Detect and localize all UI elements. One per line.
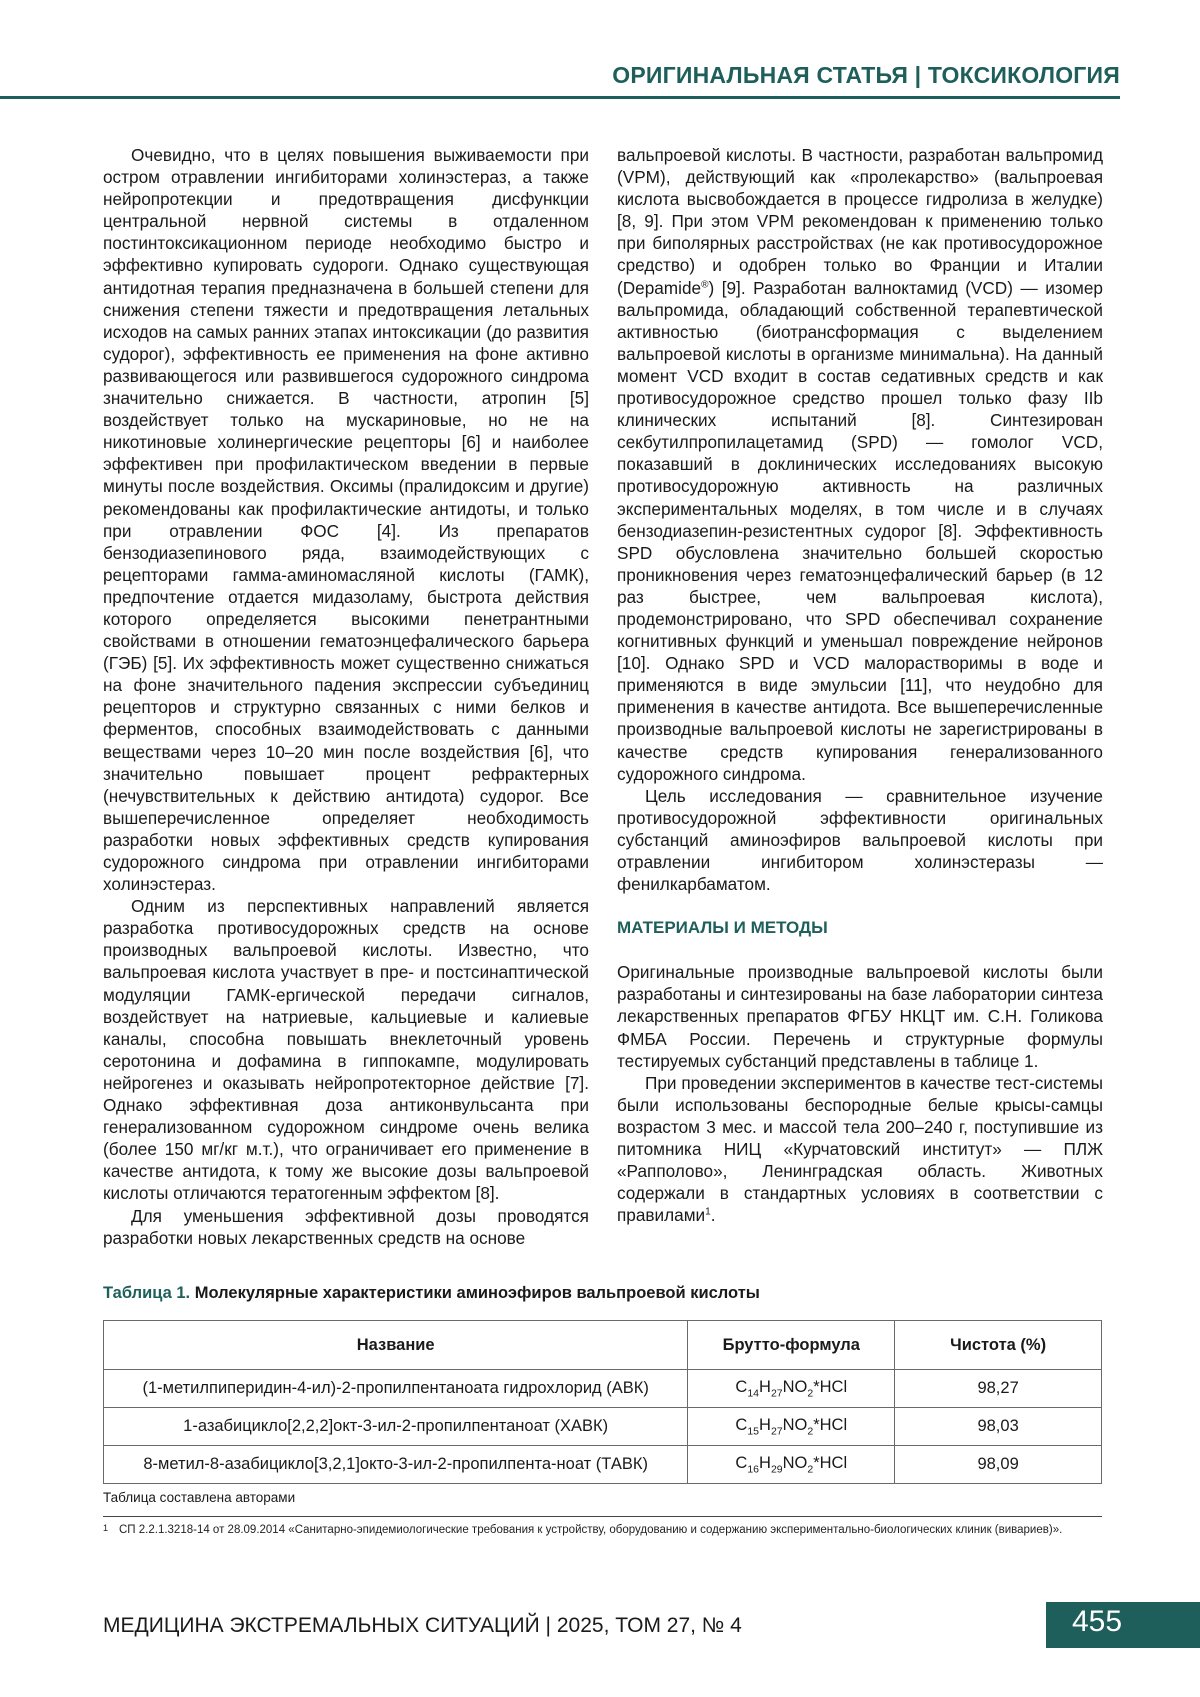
paragraph-text: ) [9]. Разработан валноктамид (VCD) — изомер вальпромида, обладающий собственной терапевтической активностью (биотрансформация с выделением вальпроевой кислоты в организме минимальна). На данный момент VCD входит в состав седативных средств и как противосудорожное средство прошел только фазу IIb клинических испытаний [8]. Синтезирован секбутилпропилацетамид (SPD) — гомолог VCD, показавший в доклинических исследованиях высокую противосудорожную активность на различных экспериментальных моделях, в том числе и в случаях бензодиазепин-резистентных судорог [8]. Эффективность SPD обусловлена значительно большей скоростью проникновения через гематоэнцефалический барьер (в 12 раз быстрее, чем вальпроевая кислота), продемонстрировано, что SPD обеспечивал сохранение когнитивных функций и уменьшал повреждение нейронов [10]. Однако SPD и VCD малорастворимы в воде и применяются в виде эмульсии [11], что неудобно для применения в качестве антидота. Все вышеперечисленные производные вальпроевой кислоты не зарегистрированы в качестве средств купирования генерализованного судорожного синдрома. xyxy=(617,277,1103,784)
footnote-text: СП 2.2.1.3218-14 от 28.09.2014 «Санитарно-эпидемиологические требования к устройству, оборудованию и содержанию экспериментально-биологических клиник (вивариев)». xyxy=(119,1524,1063,1536)
molecular-formula xyxy=(688,1370,895,1408)
formula-part: *HCl xyxy=(813,1453,848,1472)
formula-part: C xyxy=(735,1453,748,1472)
page-number: 455 xyxy=(1072,1605,1123,1638)
paragraph: Одним из перспективных направлений является разработка противосудорожных средств на основе производных вальпроевой кислоты. Известно, что вальпроевая кислота участвует в пре- и постсинаптической модуляции ГАМК-ергической передачи сигналов, воздействует на натриевые, кальциевые и калиевые каналы, способна повышать внеклеточный уровень серотонина и дофамина в гиппокампе, модулировать нейрогенез и оказывать нейропротекторное действие [7]. Однако эффективная доза антиконвульсанта при генерализованном судорожном синдроме очень велика (более 150 мг/кг м.т.), что ограничивает его применение в качестве антидота, к тому же высокие дозы вальпроевой кислоты отличаются тератогенным эффектом [8]. xyxy=(103,896,589,1204)
table-row xyxy=(104,1408,1102,1446)
footnote-mark: 1 xyxy=(103,1523,109,1533)
formula-subscript: 2 xyxy=(807,1463,814,1476)
paragraph-text: При проведении экспериментов в качестве тест-системы были использованы беспородные белые крысы-самцы возрастом 3 мес. и массой тела 200–240 г, поступившие из питомника НИЦ «Курчатовский институт» — ПЛЖ «Рапполово», Ленинградская область. Животных содержали в стандартных условиях в соответствии с правилами xyxy=(617,1072,1103,1226)
formula-subscript: 27 xyxy=(770,1387,783,1400)
formula-subscript: 2 xyxy=(807,1425,814,1438)
formula-part: NO xyxy=(782,1415,808,1434)
header-divider xyxy=(0,96,1120,99)
formula-part: H xyxy=(759,1377,771,1396)
page-number-box xyxy=(1046,1602,1200,1648)
paragraph: Оригинальные производные вальпроевой кислоты были разработаны и синтезированы на базе лаборатории синтеза лекарственных препаратов ФГБУ НКЦТ им. С.Н. Голикова ФМБА России. Перечень и структурные формулы тестируемых субстанций представлены в таблице 1. xyxy=(617,962,1103,1071)
formula-subscript: 16 xyxy=(747,1463,760,1476)
molecular-formula xyxy=(688,1446,895,1484)
paragraph xyxy=(617,1072,1103,1227)
section-header: ОРИГИНАЛЬНАЯ СТАТЬЯ | ТОКСИКОЛОГИЯ xyxy=(612,62,1120,88)
table-header-row xyxy=(104,1321,1102,1370)
formula-part: *HCl xyxy=(813,1377,848,1396)
formula-subscript: 15 xyxy=(747,1425,760,1438)
formula-subscript: 29 xyxy=(770,1463,783,1476)
left-column xyxy=(103,144,589,1249)
paragraph: Очевидно, что в целях повышения выживаемости при остром отравлении ингибиторами холинэстераз, а также нейропротекции и предотвращения дисфункции центральной нервной системы в отдаленном постинтоксикационном периоде необходимо быстро и эффективно купировать судороги. Однако существующая антидотная терапия предназначена в большей степени для снижения степени тяжести и предотвращения летальных исходов на самых ранних этапах интоксикации (до развития судорог), эффективность ее применения на фоне активно развивающегося или развившегося судорожного синдрома значительно снижается. В частности, атропин [5] воздействует только на мускариновые, но не на никотиновые холинергические рецепторы [6] и наиболее эффективен при профилактическом введении в первые минуты после воздействия. Оксимы (пралидоксим и другие) рекомендованы как профилактические антидоты, и только при отравлении ФОС [4]. Из препаратов бензодиазепинового ряда, взаимодействующих с рецепторами гамма-аминомасляной кислоты (ГАМК), предпочтение отдается мидазоламу, быстрота действия которого определяется высокими пенетрантными свойствами в отношении гематоэнцефалического барьера (ГЭБ) [5]. Их эффективность может существенно снижаться на фоне значительного падения экспрессии субъединиц рецепторов и структурно связанных с ними белков и ферментов, способных взаимодействовать с данными веществами через 10–20 мин после воздействия [6], что значительно повышает процент рефрактерных (нечувствительных к действию антидота) судорог. Все вышеперечисленное определяет необходимость разработки новых эффективных средств купирования судорожного синдрома при отравлении ингибиторами холинэстераз. xyxy=(103,145,589,895)
table-number: Таблица 1. xyxy=(103,1284,191,1302)
formula-part: NO xyxy=(782,1377,808,1396)
formula-part: H xyxy=(759,1415,771,1434)
paragraph xyxy=(617,144,1103,785)
formula-subscript: 27 xyxy=(770,1425,783,1438)
section-heading: МАТЕРИАЛЫ И МЕТОДЫ xyxy=(617,918,828,938)
formula-part: H xyxy=(759,1453,771,1472)
formula-part: *HCl xyxy=(813,1415,848,1434)
compound-name: 8-метил-8-азабицикло[3,2,1]окто-3-ил-2-пропилпента-ноат (ТАВК) xyxy=(104,1446,688,1484)
column-header: Чистота (%) xyxy=(895,1321,1102,1370)
table-row xyxy=(104,1370,1102,1408)
registered-mark: ® xyxy=(701,278,709,290)
table-row xyxy=(104,1446,1102,1484)
formula-part: C xyxy=(735,1415,748,1434)
column-header: Название xyxy=(104,1321,688,1370)
compound-name: (1-метилпиперидин-4-ил)-2-пропилпентаноата гидрохлорид (АВК) xyxy=(104,1370,688,1408)
formula-part: NO xyxy=(782,1453,808,1472)
table-note: Таблица составлена авторами xyxy=(103,1490,296,1505)
footnote-ref[interactable]: 1 xyxy=(705,1206,711,1218)
paragraph-text: . xyxy=(710,1205,716,1226)
paragraph: Для уменьшения эффективной дозы проводятся разработки новых лекарственных средств на основе xyxy=(103,1205,589,1248)
journal-footer: МЕДИЦИНА ЭКСТРЕМАЛЬНЫХ СИТУАЦИЙ | 2025, ТОМ 27, № 4 xyxy=(103,1614,742,1637)
formula-subscript: 14 xyxy=(747,1387,760,1400)
molecular-formula xyxy=(688,1408,895,1446)
compound-name: 1-азабицикло[2,2,2]окт-3-ил-2-пропилпентаноат (ХАВК) xyxy=(104,1408,688,1446)
footnote xyxy=(103,1522,1102,1538)
formula-subscript: 2 xyxy=(807,1387,814,1400)
paragraph-text: вальпроевой кислоты. В частности, разработан вальпромид (VPM), действующий как «пролекарство» (вальпроевая кислота высвобождается в процессе гидролиза в желудке) [8, 9]. При этом VPM рекомендован к применению только при биполярных расстройствах (не как противосудорожное средство) и одобрен только во Франции и Италии (Depamide xyxy=(617,145,1103,298)
purity-value: 98,03 xyxy=(895,1408,1102,1446)
purity-value: 98,27 xyxy=(895,1370,1102,1408)
column-header: Брутто-формула xyxy=(688,1321,895,1370)
table-title: Молекулярные характеристики аминоэфиров вальпроевой кислоты xyxy=(190,1284,760,1302)
formula-part: C xyxy=(735,1377,748,1396)
paragraph: Цель исследования — сравнительное изучение противосудорожной эффективности оригинальных субстанций аминоэфиров вальпроевой кислоты при отравлении ингибитором холинэстеразы — фенилкарбаматом. xyxy=(617,785,1103,895)
table-caption xyxy=(103,1284,760,1303)
right-column xyxy=(617,144,1103,1226)
footnote-divider xyxy=(103,1516,1102,1517)
molecular-table xyxy=(103,1320,1102,1484)
purity-value: 98,09 xyxy=(895,1446,1102,1484)
